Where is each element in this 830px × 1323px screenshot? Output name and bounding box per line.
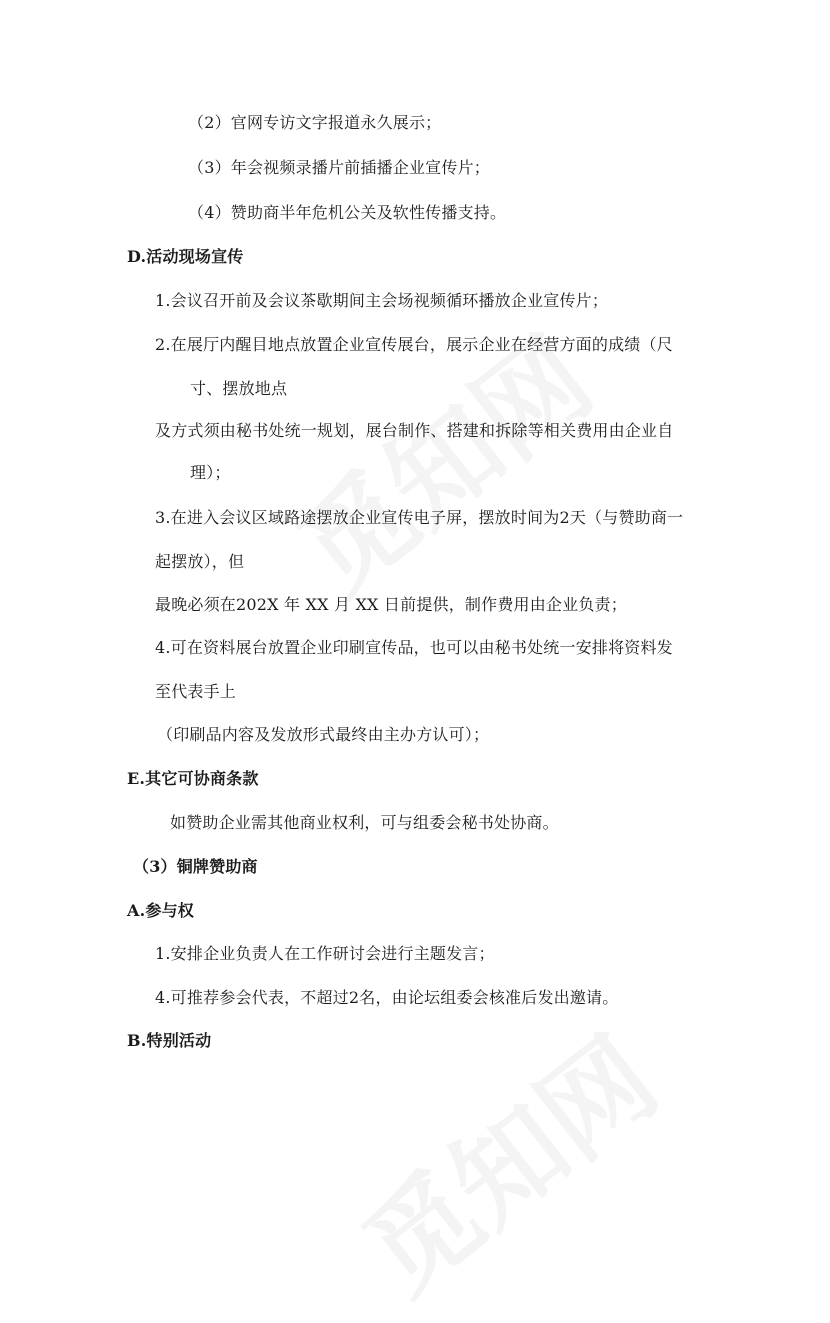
item-annual-video-ad: （3）年会视频录播片前插播企业宣传片； xyxy=(188,158,490,177)
paragraph-d1: 1.会议召开前及会议茶歇期间主会场视频循环播放企业宣传片； xyxy=(155,291,609,310)
paragraph-d4-line2: 至代表手上 xyxy=(155,682,237,701)
paragraph-d4-line3: （印刷品内容及发放形式最终由主办方认可）； xyxy=(157,725,490,744)
item-pr-support: （4）赞助商半年危机公关及软性传播支持。 xyxy=(188,203,507,222)
paragraph-d2-line1: 2.在展厅内醒目地点放置企业宣传展台，展示企业在经营方面的成绩（尺 xyxy=(155,335,673,354)
paragraph-d3-line1: 3.在进入会议区域路途摆放企业宣传电子屏，摆放时间为2天（与赞助商一 xyxy=(155,508,684,527)
paragraph-d3-line3: 最晚必须在202X 年 XX 月 XX 日前提供，制作费用由企业负责； xyxy=(155,595,627,614)
paragraph-d2-line2: 寸、摆放地点 xyxy=(190,379,288,398)
heading-d-onsite-promotion: D.活动现场宣传 xyxy=(127,247,244,266)
paragraph-e: 如赞助企业需其他商业权利，可与组委会秘书处协商。 xyxy=(170,813,559,832)
watermark-bottom xyxy=(326,995,683,1323)
paragraph-d4-line1: 4.可在资料展台放置企业印刷宣传品，也可以由秘书处统一安排将资料发 xyxy=(155,638,673,657)
paragraph-a4: 4.可推荐参会代表，不超过2名，由论坛组委会核准后发出邀请。 xyxy=(155,988,619,1007)
heading-bronze-sponsor: （3）铜牌赞助商 xyxy=(133,857,258,876)
heading-e-other-terms: E.其它可协商条款 xyxy=(127,769,259,788)
item-website-interview: （2）官网专访文字报道永久展示； xyxy=(188,113,442,132)
paragraph-d3-line2: 起摆放），但 xyxy=(155,552,245,571)
paragraph-d2-line4: 理）； xyxy=(190,463,231,482)
heading-a-participation: A.参与权 xyxy=(127,901,194,920)
paragraph-d2-line3: 及方式须由秘书处统一规划，展台制作、搭建和拆除等相关费用由企业自 xyxy=(155,421,674,440)
heading-b-special-activities: B.特别活动 xyxy=(127,1031,212,1050)
paragraph-a1: 1.安排企业负责人在工作研讨会进行主题发言； xyxy=(155,944,495,963)
